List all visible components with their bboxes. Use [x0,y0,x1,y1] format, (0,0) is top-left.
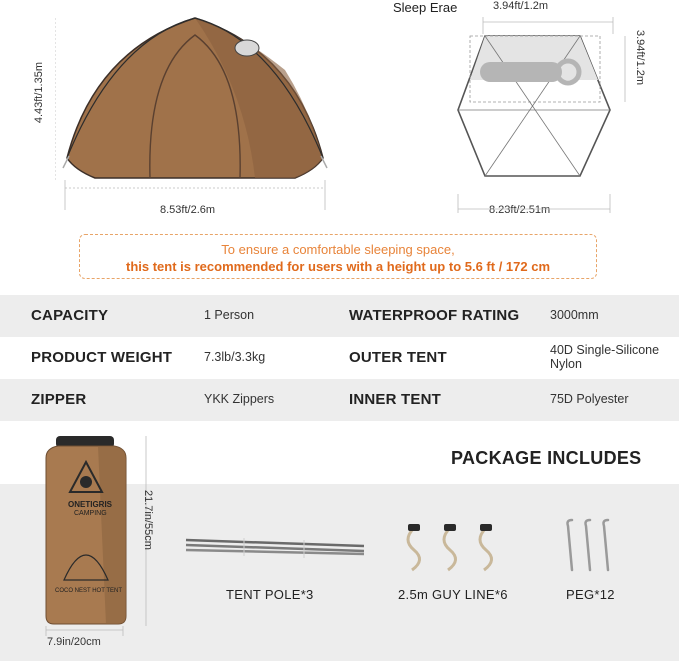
tent-dimensions-section [0,0,679,225]
bag-brand-text: ONETIGRIS [68,500,113,509]
tent-pole-illustration [184,534,370,564]
bag-product-text: COCO NEST HOT TENT [55,588,123,594]
package-item-guy-line: 2.5m GUY LINE*6 [398,587,508,602]
spec-row-1 [0,295,679,337]
notice-line-2: this tent is recommended for users with a height up to 5.6 ft / 172 cm [125,259,551,274]
package-item-peg: PEG*12 [566,587,615,602]
spec-val-waterproof: 3000mm [550,308,599,322]
floor-width-label: 8.23ft/2.51m [489,204,551,216]
spec-key-capacity: CAPACITY [31,307,109,324]
spec-val-weight: 7.3lb/3.3kg [204,350,266,364]
spec-key-waterproof: WATERPROOF RATING [349,307,520,324]
spec-key-outer-tent: OUTER TENT [349,349,447,366]
spec-key-weight: PRODUCT WEIGHT [31,349,173,366]
sleep-area-diagram [440,14,630,214]
spec-val-outer-tent: 40D Single-Silicone Nylon [550,343,660,371]
package-item-tent-pole: TENT POLE*3 [226,587,314,602]
spec-key-inner-tent: INNER TENT [349,391,441,408]
tent-width-label: 8.53ft/2.6m [160,204,216,216]
package-title: PACKAGE INCLUDES [451,448,642,468]
spec-row-3 [0,379,679,421]
storage-bag-illustration [28,430,158,650]
guy-line-illustration [400,518,510,578]
peg-illustration [562,514,622,576]
bag-sub-text: CAMPING [74,510,107,517]
bag-height-label: 21.7in/55cm [142,490,154,550]
sleep-area-title: Sleep Erae [393,0,458,15]
notice-line-1: To ensure a comfortable sleeping space, [221,242,455,257]
sleep-depth-label: 3.94ft/1.2m [634,30,646,86]
sleep-width-label: 3.94ft/1.2m [493,0,549,12]
spec-key-zipper: ZIPPER [31,391,87,408]
spec-val-zipper: YKK Zippers [204,392,275,406]
spec-val-capacity: 1 Person [204,308,255,322]
height-recommendation-notice [79,234,597,279]
spec-row-2 [0,337,679,379]
bag-width-label: 7.9in/20cm [47,636,101,648]
dome-tent-illustration [55,10,340,220]
spec-val-inner-tent: 75D Polyester [550,392,629,406]
tent-height-label: 4.43ft/1.35m [33,62,45,124]
